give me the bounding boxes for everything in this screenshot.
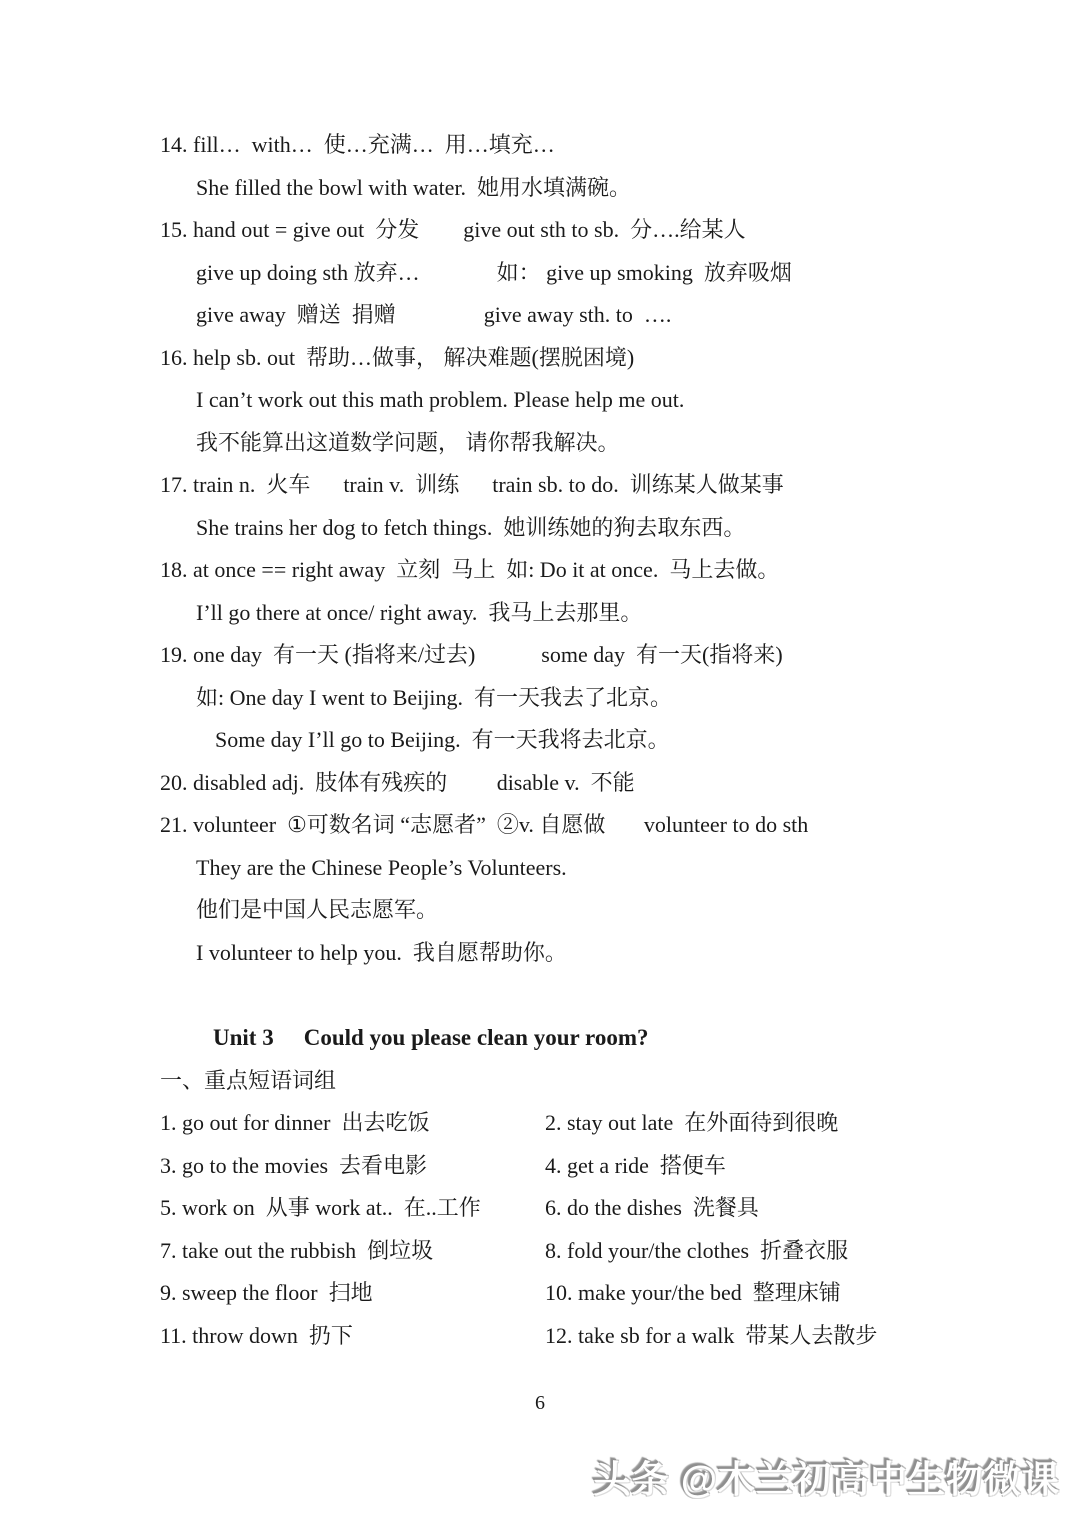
phrase-cell: 6. do the dishes 洗餐具 [545, 1195, 759, 1220]
section-heading: 一、重点短语词组 [160, 1067, 337, 1093]
vocab-example: give up doing sth 放弃… 如： give up smoking 放弃吸烟 [196, 259, 792, 285]
phrase-cell: 11. throw down 扔下 [160, 1322, 353, 1348]
phrase-cell: 9. sweep the floor 扫地 [160, 1280, 373, 1305]
vocab-line: 18. at once == right away 立刻 马上 如: Do it at once. 马上去做。 [160, 557, 780, 582]
phrase-row [160, 1230, 1080, 1273]
vocab-line: 20. disabled adj. 肢体有残疾的 disable v. 不能 [160, 769, 635, 795]
unit-title: Could you please clean your room? [303, 1025, 649, 1050]
vocab-example: I’ll go there at once/ right away. 我马上去那里。 [196, 599, 643, 625]
vocab-example: She trains her dog to fetch things. 她训练她的狗去取东西。 [196, 514, 746, 540]
vocab-example: They are the Chinese People’s Volunteers. [196, 854, 567, 880]
phrase-cell: 12. take sb for a walk 带某人去散步 [545, 1322, 878, 1348]
phrase-cell: 4. get a ride 搭便车 [545, 1152, 726, 1178]
phrase-cell: 10. make your/the bed 整理床铺 [545, 1280, 841, 1305]
vocab-example: 他们是中国人民志愿军。 [196, 897, 439, 922]
vocab-line: 21. volunteer ①可数名词 “志愿者” ②v. 自愿做 volunteer to do sth [160, 812, 809, 837]
vocab-line: 17. train n. 火车 train v. 训练 train sb. to do. 训练某人做某事 [160, 472, 784, 497]
vocab-example: Some day I’ll go to Beijing. 有一天我将去北京。 [215, 727, 670, 752]
phrase-row [160, 1272, 1080, 1315]
phrase-cell: 2. stay out late 在外面待到很晚 [545, 1110, 839, 1135]
watermark: 头条 @木兰初高中生物微课 [593, 1459, 1060, 1500]
vocab-line: 19. one day 有一天 (指将来/过去) some day 有一天(指将来) [160, 642, 783, 667]
phrase-cell: 3. go to the movies 去看电影 [160, 1152, 428, 1178]
vocab-line: 16. help sb. out 帮助…做事， 解决难题(摆脱困境) [160, 344, 635, 370]
phrase-cell: 5. work on 从事 work at.. 在..工作 [160, 1195, 481, 1220]
vocab-line: 15. hand out = give out 分发 give out sth to sb. 分….给某人 [160, 217, 746, 242]
vocab-example: I can’t work out this math problem. Please help me out. [196, 387, 685, 412]
phrase-cell: 8. fold your/the clothes 折叠衣服 [545, 1237, 849, 1263]
vocab-example: I volunteer to help you. 我自愿帮助你。 [196, 939, 567, 965]
unit-label: Unit 3 [213, 1025, 274, 1050]
phrase-row [160, 1102, 1080, 1145]
vocab-line: 14. fill… with… 使…充满… 用…填充… [160, 132, 555, 157]
vocab-example: 如: One day I went to Beijing. 有一天我去了北京。 [196, 684, 673, 710]
phrase-row [160, 1315, 1080, 1358]
phrase-row [160, 1145, 1080, 1188]
phrase-cell: 7. take out the rubbish 倒垃圾 [160, 1237, 434, 1263]
vocab-example: She filled the bowl with water. 她用水填满碗。 [196, 174, 632, 200]
unit3-heading [213, 1017, 1080, 1060]
vocab-example: 我不能算出这道数学问题， 请你帮我解决。 [196, 429, 620, 455]
phrase-cell: 1. go out for dinner 出去吃饭 [160, 1110, 430, 1135]
phrase-row [160, 1187, 1080, 1230]
page-number: 6 [535, 1392, 545, 1414]
vocab-example: give away 赠送 捐赠 give away sth. to …. [196, 302, 672, 327]
